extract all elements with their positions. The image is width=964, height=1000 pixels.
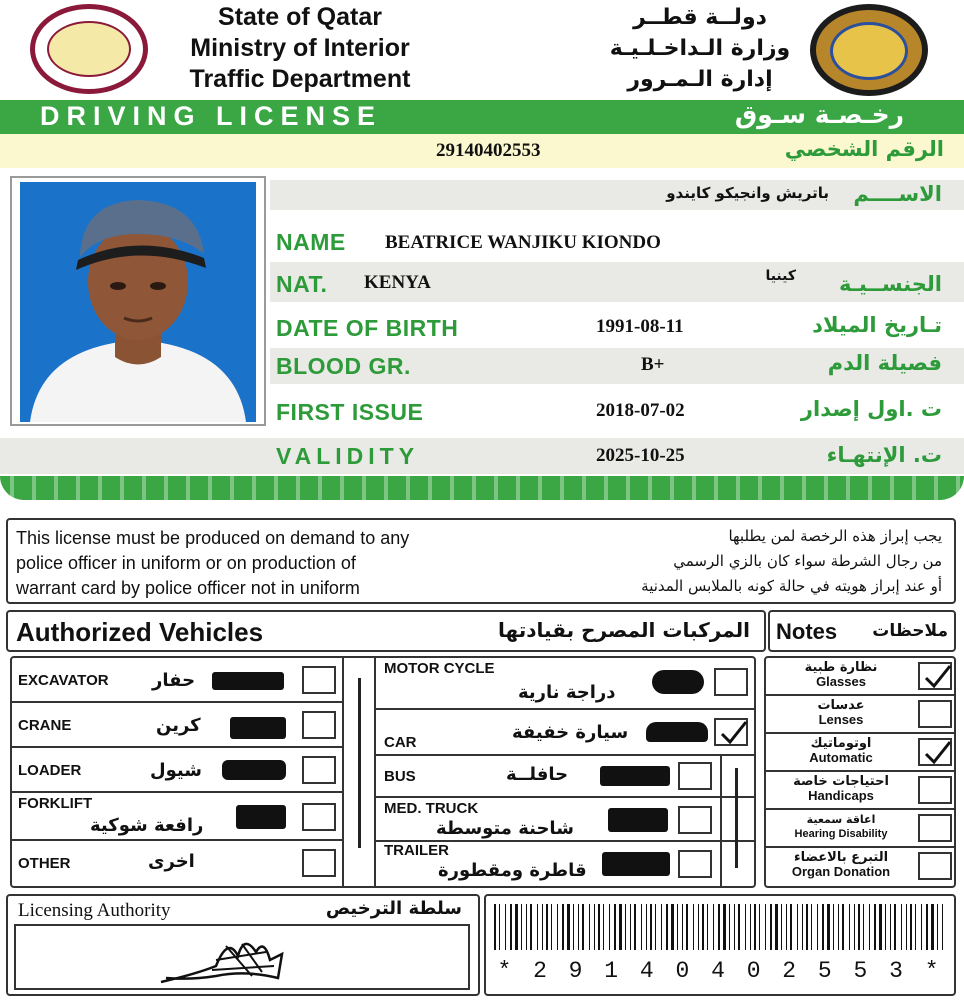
- bus-checkbox[interactable]: [678, 762, 712, 790]
- name-label: NAME: [276, 229, 346, 255]
- signature-area: [14, 924, 470, 990]
- right-inner-divider: [720, 756, 750, 886]
- note-lenses-en: Lenses: [818, 712, 864, 727]
- excavator-label: EXCAVATOR: [18, 672, 109, 689]
- nat-value: KENYA: [364, 272, 431, 293]
- row-dob: [270, 308, 964, 344]
- forklift-checkbox[interactable]: [302, 803, 336, 831]
- check-mark-icon: [920, 740, 954, 768]
- bus-ar: حافلــة: [506, 764, 569, 785]
- motorcycle-checkbox[interactable]: [714, 668, 748, 696]
- nat-ar-value: كينيا: [765, 268, 796, 284]
- check-mark-icon: [920, 664, 954, 692]
- excavator-icon: [212, 672, 284, 690]
- notice-ar-3: أو عند إبراز هويته في حالة كونه بالملابس المدنية: [641, 577, 942, 595]
- note-organ: [766, 848, 954, 886]
- personal-no-value: 29140402553: [436, 140, 541, 161]
- car-icon: [646, 722, 708, 742]
- car-ar: سيارة خفيفة: [512, 722, 629, 743]
- hearing-checkbox[interactable]: [918, 814, 952, 842]
- personal-no-label: الرقم الشخصي: [784, 137, 944, 161]
- note-automatic-label: [768, 737, 914, 765]
- note-organ-label: [768, 851, 914, 879]
- note-glasses: [766, 658, 954, 696]
- motorcycle-label: MOTOR CYCLE: [384, 660, 495, 677]
- notes-title-ar: ملاحظات: [872, 621, 948, 641]
- note-hearing-ar: اعاقة سمعية: [806, 813, 876, 826]
- notice-en-3: warrant card by police officer not in uniform: [16, 578, 360, 598]
- note-handicaps-ar: احتياجات خاصة: [793, 774, 889, 789]
- car-label: CAR: [384, 734, 417, 751]
- header-en-line1: State of Qatar: [218, 3, 382, 31]
- vehicle-bus: [376, 756, 754, 798]
- motorcycle-ar: دراجة نارية: [518, 682, 616, 703]
- note-handicaps-en: Handicaps: [808, 788, 874, 803]
- gcc-emblem-icon: [810, 4, 928, 96]
- trailer-checkbox[interactable]: [678, 850, 712, 878]
- row-validity: [0, 438, 964, 474]
- car-checkbox[interactable]: [714, 718, 748, 746]
- excavator-checkbox[interactable]: [302, 666, 336, 694]
- notes-header: [768, 610, 956, 652]
- barcode-text: * 2 9 1 4 0 4 0 2 5 5 3 *: [497, 958, 943, 984]
- vehicle-forklift: [12, 793, 342, 841]
- forklift-label: FORKLIFT: [18, 795, 93, 812]
- loader-checkbox[interactable]: [302, 756, 336, 784]
- check-mark-icon: [716, 720, 750, 748]
- column-divider: [342, 658, 376, 886]
- barcode-box: [484, 894, 956, 996]
- note-lenses-label: [768, 699, 914, 727]
- vehicles-header: [6, 610, 766, 652]
- forklift-ar: رافعة شوكية: [90, 815, 204, 836]
- blood-value: B+: [641, 354, 665, 375]
- first-issue-label: FIRST ISSUE: [276, 399, 424, 425]
- note-glasses-ar: نظارة طبية: [804, 660, 878, 675]
- row-blood: [270, 348, 964, 384]
- med-truck-ar: شاحنة متوسطة: [436, 818, 574, 839]
- vehicle-car: [376, 710, 754, 756]
- handicaps-checkbox[interactable]: [918, 776, 952, 804]
- vehicles-title-en: Authorized Vehicles: [16, 617, 264, 647]
- signature-icon: [16, 926, 468, 988]
- nat-ar-label: الجنســيـة: [838, 272, 942, 296]
- bus-icon: [600, 766, 670, 786]
- blood-ar-label: فصيلة الدم: [827, 351, 942, 375]
- crane-label: CRANE: [18, 717, 72, 734]
- vehicle-med-truck: [376, 798, 754, 842]
- row-name: [270, 224, 964, 260]
- header-ar: [600, 2, 800, 95]
- dob-value: 1991-08-11: [596, 316, 684, 337]
- name-ar-value: باتريش وانجيكو كايندو: [666, 184, 829, 202]
- notice-en-2: police officer in uniform or on production of: [16, 553, 356, 573]
- authority-box: [6, 894, 480, 996]
- notice-ar-1: يجب إبراز هذه الرخصة لمن يطلبها: [728, 527, 942, 545]
- note-automatic: [766, 734, 954, 772]
- dob-label: DATE OF BIRTH: [276, 315, 459, 341]
- validity-value: 2025-10-25: [596, 445, 685, 466]
- header-ar-line1: دولــة قطــر: [633, 5, 767, 30]
- vehicles-title-ar: المركبات المصرح بقيادتها: [498, 618, 750, 642]
- note-lenses: [766, 696, 954, 734]
- note-automatic-en: Automatic: [809, 750, 873, 765]
- note-automatic-ar: اوتوماتيك: [810, 736, 872, 751]
- vehicles-right: [376, 658, 754, 886]
- notice-box: [6, 518, 956, 604]
- row-first-issue: [270, 392, 964, 428]
- trailer-icon: [602, 852, 670, 876]
- vehicle-excavator: [12, 658, 342, 703]
- organ-checkbox[interactable]: [918, 852, 952, 880]
- lenses-checkbox[interactable]: [918, 700, 952, 728]
- automatic-checkbox[interactable]: [918, 738, 952, 766]
- notice-en-1: This license must be produced on demand to any: [16, 528, 410, 548]
- glasses-checkbox[interactable]: [918, 662, 952, 690]
- validity-ar-label: ت. الإنتهـاء: [826, 443, 942, 467]
- barcode-icon: [494, 904, 948, 950]
- authority-ar: سلطة الترخيص: [325, 898, 462, 919]
- header-ar-line2: وزارة الـداخـلـيـة: [609, 36, 791, 61]
- title-ar: رخـصـة سـوق: [734, 100, 904, 129]
- note-organ-en: Organ Donation: [791, 864, 891, 879]
- row-name-ar: [270, 180, 964, 210]
- notes-box: [764, 656, 956, 888]
- excavator-ar: حفار: [152, 670, 196, 691]
- vehicle-trailer: [376, 842, 754, 886]
- crane-icon: [230, 717, 286, 739]
- authority-en: Licensing Authority: [18, 900, 171, 921]
- name-ar-label: الاســــم: [853, 182, 942, 206]
- personal-no-row: [0, 134, 964, 168]
- note-organ-ar: التبرع بالاعضاء: [793, 850, 889, 865]
- header-en: [150, 2, 450, 95]
- note-handicaps: [766, 772, 954, 810]
- loader-ar: شيول: [150, 760, 202, 781]
- motorcycle-icon: [652, 670, 704, 694]
- header-en-line3: Traffic Department: [189, 65, 411, 93]
- med-truck-label: MED. TRUCK: [384, 800, 479, 817]
- loader-label: LOADER: [18, 762, 82, 779]
- trailer-ar: قاطرة ومقطورة: [438, 860, 587, 881]
- dob-ar-label: تـاريخ الميلاد: [812, 313, 942, 337]
- note-hearing-en: Hearing Disability: [794, 828, 888, 840]
- title-bar: [0, 100, 964, 134]
- loader-icon: [222, 760, 286, 780]
- first-issue-value: 2018-07-02: [596, 400, 685, 421]
- other-label: OTHER: [18, 855, 71, 872]
- note-hearing-label: [768, 813, 914, 841]
- title-en: DRIVING LICENSE: [40, 101, 383, 131]
- validity-label: VALIDITY: [276, 443, 420, 469]
- vehicle-crane: [12, 703, 342, 748]
- notice-ar-2: من رجال الشرطة سواء كان بالزي الرسمي: [673, 552, 942, 570]
- nat-label: NAT.: [276, 271, 328, 297]
- notes-title-en: Notes: [776, 619, 838, 644]
- row-nat: [270, 262, 964, 302]
- trailer-label: TRAILER: [384, 842, 449, 859]
- crane-ar: كرين: [156, 715, 201, 736]
- note-hearing: [766, 810, 954, 848]
- med-truck-checkbox[interactable]: [678, 806, 712, 834]
- vehicles-box: [10, 656, 756, 888]
- person-photo-icon: [20, 182, 256, 422]
- photo: [10, 176, 266, 426]
- note-handicaps-label: [768, 775, 914, 803]
- forklift-icon: [236, 805, 286, 829]
- note-glasses-en: Glasses: [816, 674, 866, 689]
- notice-en: [16, 526, 409, 601]
- note-lenses-ar: عدسات: [817, 698, 865, 713]
- med-truck-icon: [608, 808, 668, 832]
- first-issue-ar-label: ت .اول إصدار: [800, 397, 942, 421]
- decorative-pattern: [0, 476, 964, 500]
- bus-label: BUS: [384, 768, 416, 785]
- blood-label: BLOOD GR.: [276, 353, 411, 379]
- crane-checkbox[interactable]: [302, 711, 336, 739]
- note-glasses-label: [768, 661, 914, 689]
- other-ar: اخرى: [148, 851, 195, 872]
- vehicle-loader: [12, 748, 342, 793]
- header-en-line2: Ministry of Interior: [190, 34, 410, 62]
- vehicle-other: [12, 841, 342, 886]
- vehicle-motorcycle: [376, 658, 754, 710]
- vehicles-left: [12, 658, 342, 886]
- header-ar-line3: إدارة الـمـرور: [627, 67, 773, 92]
- other-checkbox[interactable]: [302, 849, 336, 877]
- notice-ar: [641, 524, 942, 599]
- name-value: BEATRICE WANJIKU KIONDO: [385, 232, 661, 253]
- qatar-emblem-icon: [30, 4, 148, 94]
